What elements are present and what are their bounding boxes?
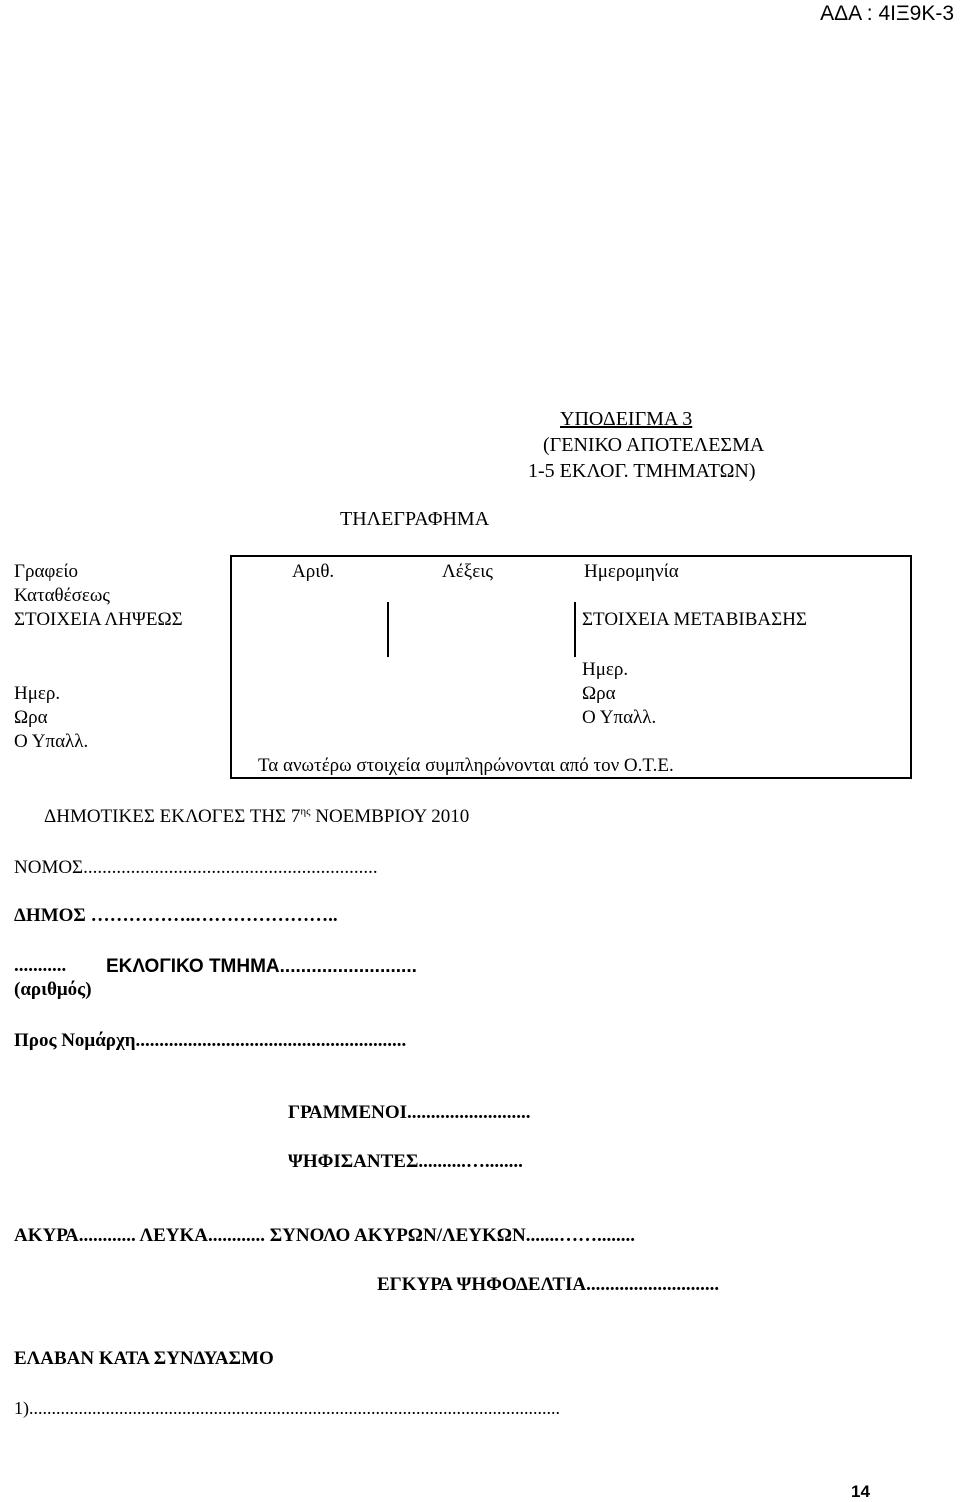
invalid-blank-row[interactable]: ΑΚΥΡΑ............ ΛΕΥΚΑ............ ΣΥΝΟΛΟ ΑΚΥΡΩΝ/ΛΕΥΚΩΝ.......……........ xyxy=(14,1225,635,1246)
combination-heading: ΕΛΑΒΑΝ ΚΑΤΑ ΣΥΝΔΥΑΣΜΟ xyxy=(14,1348,274,1369)
table-divider-2 xyxy=(574,602,576,657)
valid-ballots-field[interactable]: ΕΓΚΥΡΑ ΨΗΦΟΔΕΛΤΙΑ............................ xyxy=(377,1274,720,1295)
election-section-field[interactable]: ΕΚΛΟΓΙΚΟ ΤΜΗΜΑ.......................... xyxy=(106,956,417,977)
deposit-label: Καταθέσεως xyxy=(14,585,110,606)
words-header: Λέξεις xyxy=(442,561,493,582)
left-employee-label: Ο Υπαλλ. xyxy=(14,731,89,752)
number-header: Αριθ. xyxy=(292,561,335,582)
election-heading xyxy=(44,806,469,828)
date-header: Ημερομηνία xyxy=(584,561,679,582)
registered-field[interactable]: ΓΡΑΜΜΕΝΟΙ.......................... xyxy=(288,1102,531,1123)
table-divider-1 xyxy=(387,602,389,657)
table-hour-label: Ωρα xyxy=(582,683,616,704)
title-line-2: (ΓΕΝΙΚΟ ΑΠΟΤΕΛΕΣΜΑ xyxy=(543,434,765,456)
title-line-1: ΥΠΟΔΕΙΓΜΑ 3 xyxy=(560,408,693,430)
left-date-label: Ημερ. xyxy=(14,683,61,704)
ada-code: ΑΔΑ : 4ΙΞ9Κ-3 xyxy=(820,2,954,25)
nomos-field[interactable]: ΝΟΜΟΣ.............................................................. xyxy=(14,857,378,878)
transmission-info-label: ΣΤΟΙΧΕΙΑ ΜΕΤΑΒΙΒΑΣΗΣ xyxy=(582,609,807,630)
election-heading-text: ΔΗΜΟΤΙΚΕΣ ΕΚΛΟΓΕΣ ΤΗΣ 7 xyxy=(44,806,301,827)
combination-item-1[interactable]: 1)...................................................................................................................... xyxy=(14,1398,560,1418)
title-line-3: 1-5 ΕΚΛΟΓ. ΤΜΗΜΑΤΩΝ) xyxy=(528,460,756,482)
dimos-field[interactable]: ΔΗΜΟΣ ……………..………………….. xyxy=(14,905,338,926)
receipt-info-label: ΣΤΟΙΧΕΙΑ ΛΗΨΕΩΣ xyxy=(14,609,183,630)
election-heading-suffix: ης xyxy=(300,805,311,818)
office-label: Γραφείο xyxy=(14,561,78,582)
telegram-table xyxy=(230,555,912,779)
left-hour-label: Ωρα xyxy=(14,707,48,728)
page-number: 14 xyxy=(851,1482,870,1501)
section-number-dots[interactable]: ........... xyxy=(14,955,67,976)
table-employee-label: Ο Υπαλλ. xyxy=(582,707,657,728)
election-heading-date: ΝΟΕΜΒΡΙΟΥ 2010 xyxy=(310,806,470,827)
voted-field[interactable]: ΨΗΦΙΣΑΝΤΕΣ..........…........ xyxy=(288,1151,523,1172)
telegram-heading: ΤΗΛΕΓΡΑΦΗΜΑ xyxy=(340,508,490,530)
prefect-field[interactable]: Προς Νομάρχη......................................................... xyxy=(14,1030,407,1051)
table-date-label: Ημερ. xyxy=(582,659,629,680)
section-number-label: (αριθμός) xyxy=(14,979,92,1000)
ote-note: Τα ανωτέρω στοιχεία συμπληρώνονται από τον Ο.Τ.Ε. xyxy=(258,755,674,776)
